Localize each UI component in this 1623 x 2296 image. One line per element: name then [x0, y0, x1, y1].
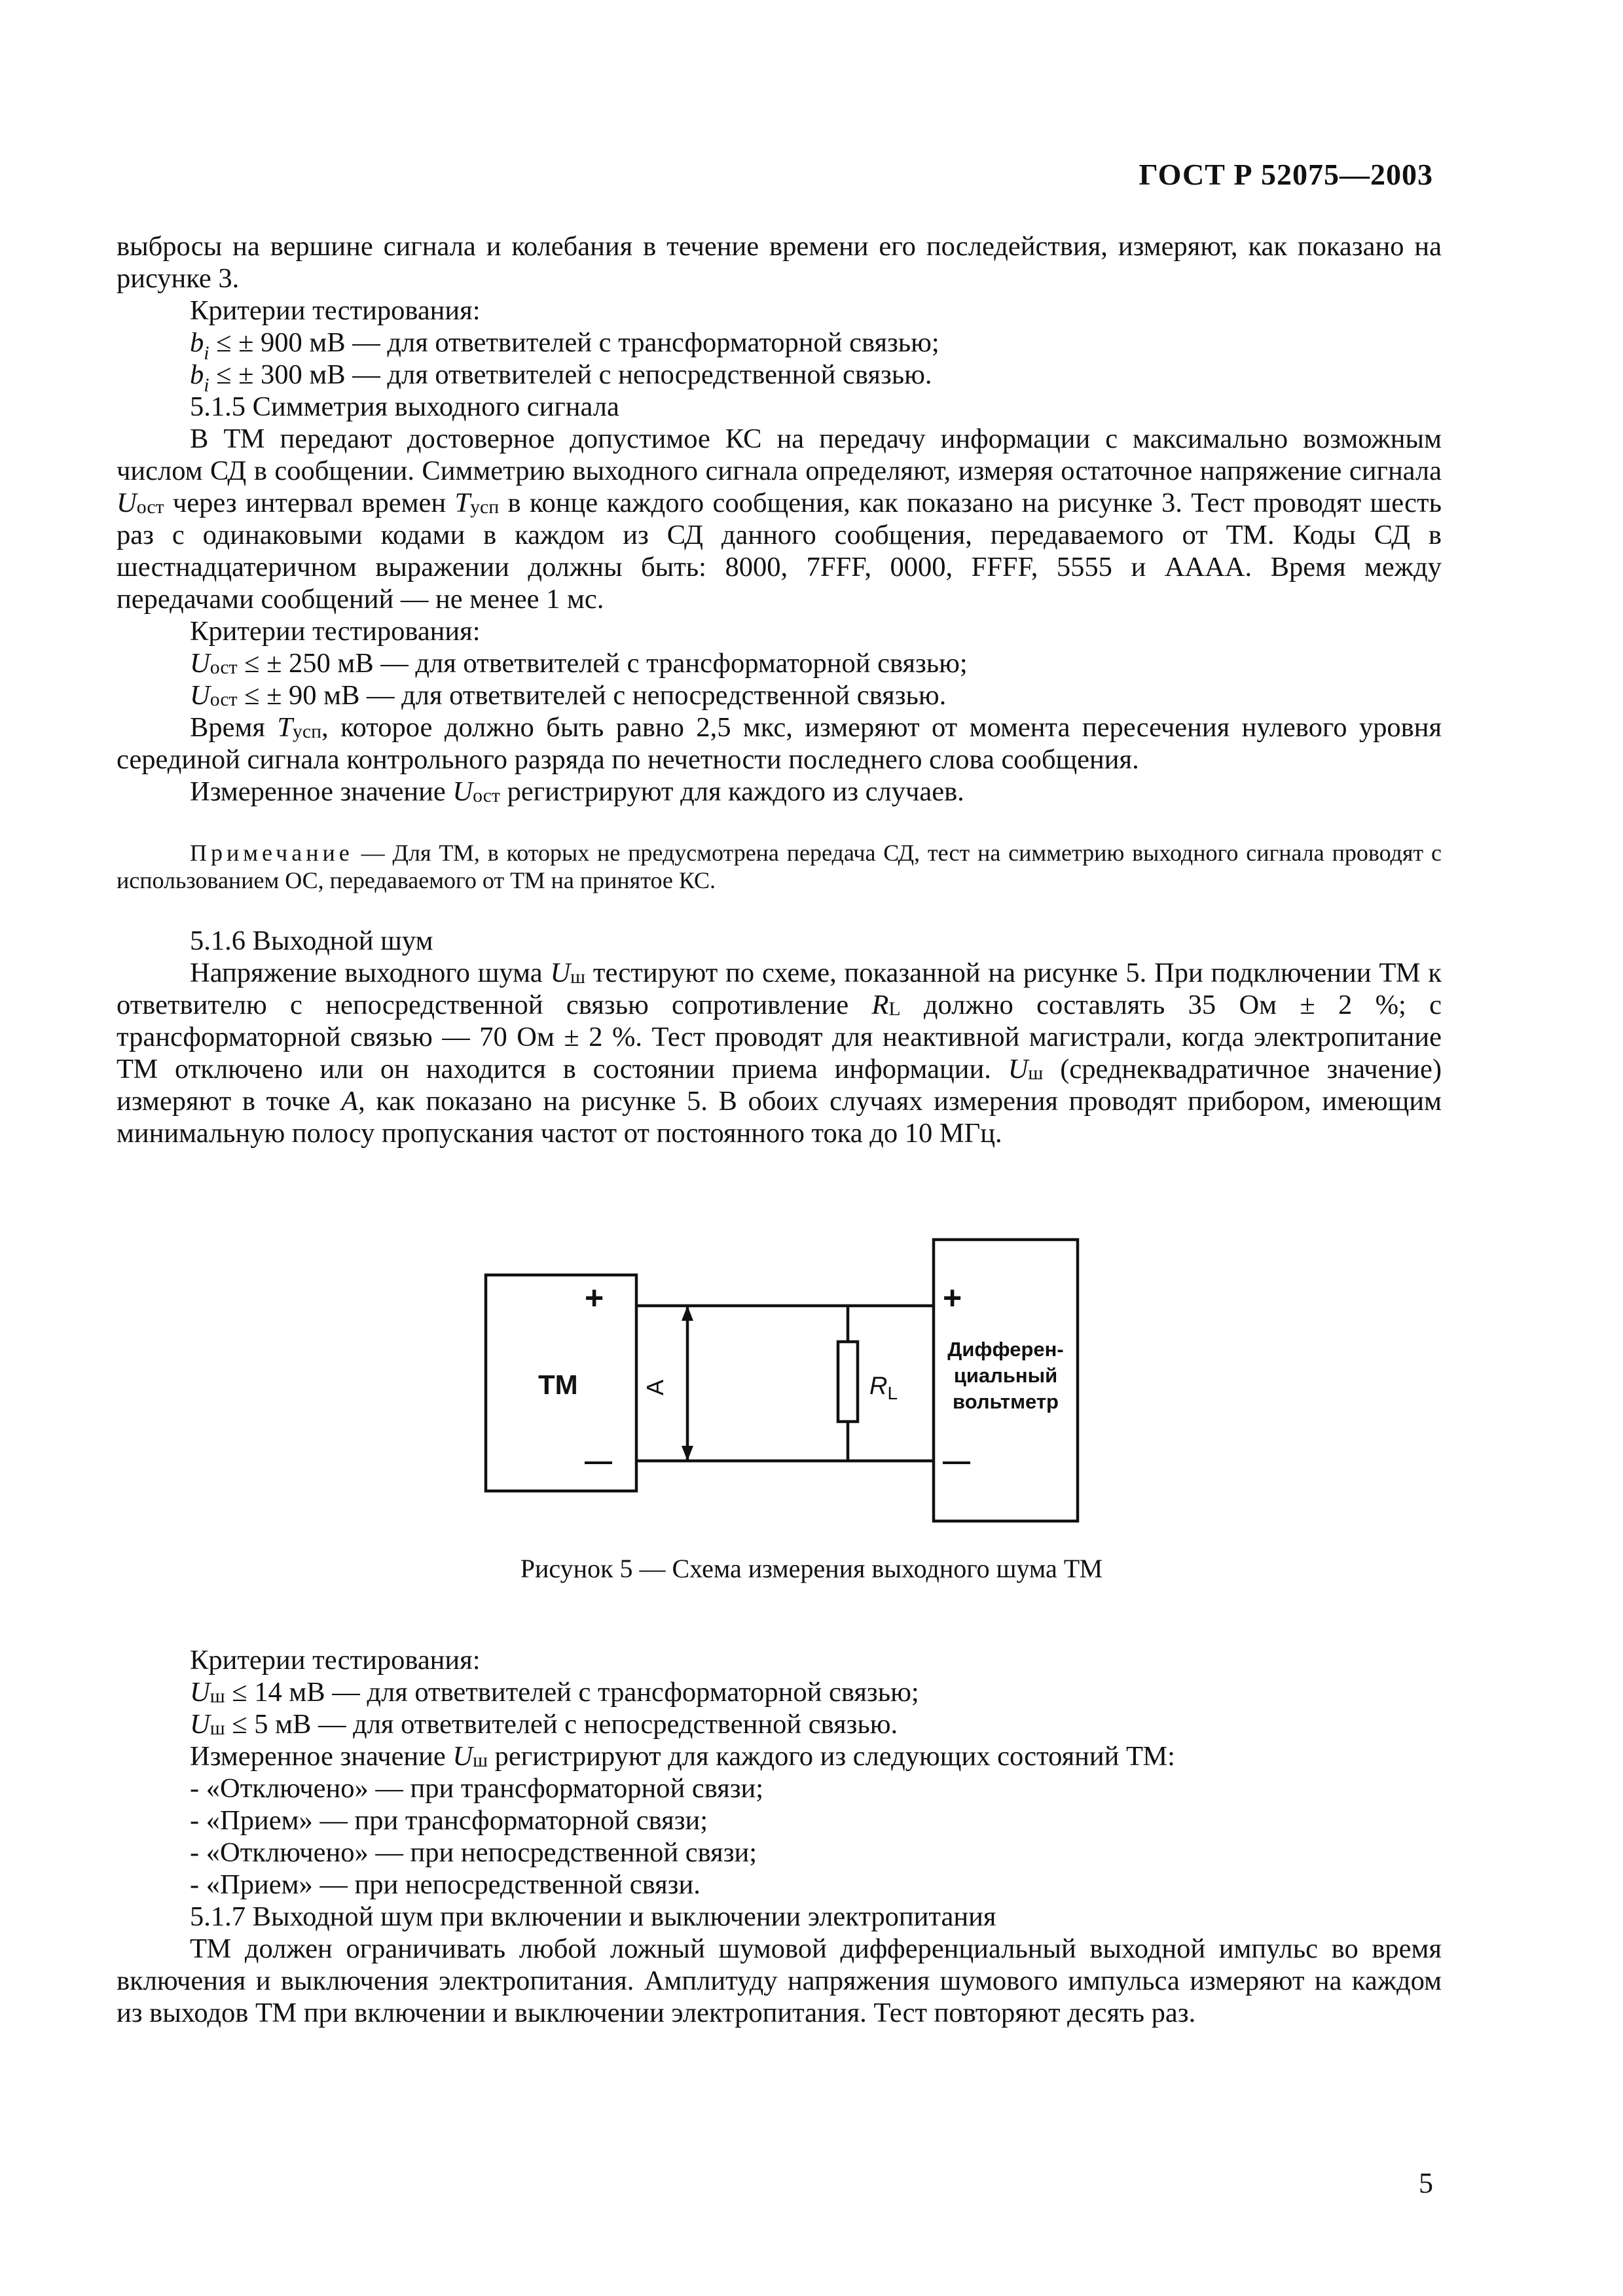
rl-label: $R_L$	[869, 1372, 898, 1403]
section-heading-5-1-5: 5.1.5 Симметрия выходного сигнала	[190, 391, 619, 422]
figure-5-diagram	[478, 1237, 1146, 1538]
tm-label: ТМ	[538, 1369, 578, 1400]
criteria-heading: Критерии тестирования:	[190, 295, 481, 326]
list-item: - «Прием» — при трансформаторной связи;	[190, 1805, 708, 1836]
paragraph: В ТМ передают достоверное допустимое КС на передачу информации с максимально возможным числом СД в сообщении. Симметрию выходного сигнала определяют, измеряя остаточное напряжение сигнала $U_{ост}$ через интервал времен $T_{усп}$ в конце каждого сообщения, как показано на рисунке 3. Тест проводят шесть раз с одинаковыми кодами в каждом из СД данного сообщения, передаваемого от ТМ. Коды СД в шестнадцатеричном выражении должны быть: 8000, 7FFF, 0000, FFFF, 5555 и АААА. Время между передачами сообщений — не менее 1 мс.	[117, 423, 1442, 615]
criteria-heading: Критерии тестирования:	[190, 1645, 481, 1676]
text-block-3	[117, 1644, 1442, 2029]
criterion-item: $b_i$ ≤ ± 300 мВ — для ответвителей с непосредственной связью.	[190, 359, 932, 396]
criteria-heading: Критерии тестирования:	[190, 616, 481, 647]
vm-plus: +	[943, 1280, 962, 1316]
list-item: - «Отключено» — при непосредственной связи;	[190, 1837, 757, 1868]
paragraph: ТМ должен ограничивать любой ложный шумовой дифференциальный выходной импульс во время включения и выключения электропитания. Амплитуду напряжения шумового импульса измеряют на каждом из выходов ТМ при включении и выключении электропитания. Тест повторяют десять раз.	[117, 1933, 1442, 2028]
text-block-2	[117, 925, 1442, 1149]
voltmeter-line-2: циальный	[953, 1364, 1058, 1387]
paragraph: Напряжение выходного шума $U_ш$ тестируют по схеме, показанной на рисунке 5. При подключении ТМ к ответвителю с непосредственной связью сопротивление $R_L$ должно составлять 35 Ом ± 2 %; с трансформаторной связью — 70 Ом ± 2 %. Тест проводят для неактивной магистрали, когда электропитание ТМ отключено или он находится в состоянии приема информации. $U_ш$ (среднеквадратичное значение) измеряют в точке A, как показано на рисунке 5. В обоих случаях измерения проводят прибором, имеющим минимальную полосу пропускания частот от постоянного тока до 10 МГц.	[117, 958, 1442, 1149]
criterion-item: $b_i$ ≤ ± 900 мВ — для ответвителей с трансформаторной связью;	[190, 327, 939, 364]
figure-caption: Рисунок 5 — Схема измерения выходного шума ТМ	[520, 1554, 1103, 1583]
paragraph: Время $T_{усп}$, которое должно быть равно 2,5 мкс, измеряют от момента пересечения нулевого уровня серединой сигнала контрольного разряда по нечетности последнего слова сообщения.	[117, 712, 1442, 775]
paragraph: Измеренное значение $U_{ост}$ регистрируют для каждого из случаев.	[190, 776, 964, 807]
section-heading-5-1-7: 5.1.7 Выходной шум при включении и выключении электропитания	[190, 1901, 996, 1932]
note-text: — Для ТМ, в которых не предусмотрена передача СД, тест на симметрию выходного сигнала проводят с использованием ОС, передаваемого от ТМ на принятое КС.	[117, 840, 1442, 893]
list-item: - «Прием» — при непосредственной связи.	[190, 1869, 701, 1900]
criterion-item: $U_ш \le 14$ мВ — для ответвителей с трансформаторной связью;	[190, 1677, 919, 1708]
arrow-down	[682, 1446, 693, 1461]
arrow-up	[682, 1306, 693, 1321]
paragraph: выбросы на вершине сигнала и колебания в течение времени его последействия, измеряют, как показано на рисунке 3.	[117, 231, 1442, 294]
note-block	[117, 839, 1442, 894]
list-item: - «Отключено» — при трансформаторной связи;	[190, 1773, 764, 1804]
voltmeter-line-3: вольтметр	[953, 1390, 1059, 1413]
standard-header: ГОСТ Р 52075—2003	[1139, 158, 1433, 191]
paragraph: Измеренное значение $U_ш$ регистрируют для каждого из следующих состояний ТМ:	[190, 1741, 1175, 1772]
section-heading-5-1-6: 5.1.6 Выходной шум	[190, 925, 433, 956]
voltmeter-line-1: Дифферен-	[947, 1338, 1064, 1361]
circuit-diagram	[478, 1237, 1146, 1538]
note-label: Примечание	[190, 840, 354, 866]
tm-plus: +	[585, 1280, 604, 1316]
text-block-1	[117, 230, 1442, 808]
page-number: 5	[1419, 2167, 1433, 2199]
tm-minus: —	[585, 1445, 612, 1476]
point-a-label: A	[642, 1379, 668, 1396]
criterion-item: $U_ш \le 5$ мВ — для ответвителей с непосредственной связью.	[190, 1709, 898, 1740]
vm-minus: —	[943, 1445, 970, 1476]
resistor-rl	[838, 1342, 858, 1422]
criterion-item: $U_{ост}$ ≤ ± 250 мВ — для ответвителей с трансформаторной связью;	[190, 648, 968, 679]
criterion-item: $U_{ост}$ ≤ ± 90 мВ — для ответвителей с непосредственной связью.	[190, 680, 947, 711]
